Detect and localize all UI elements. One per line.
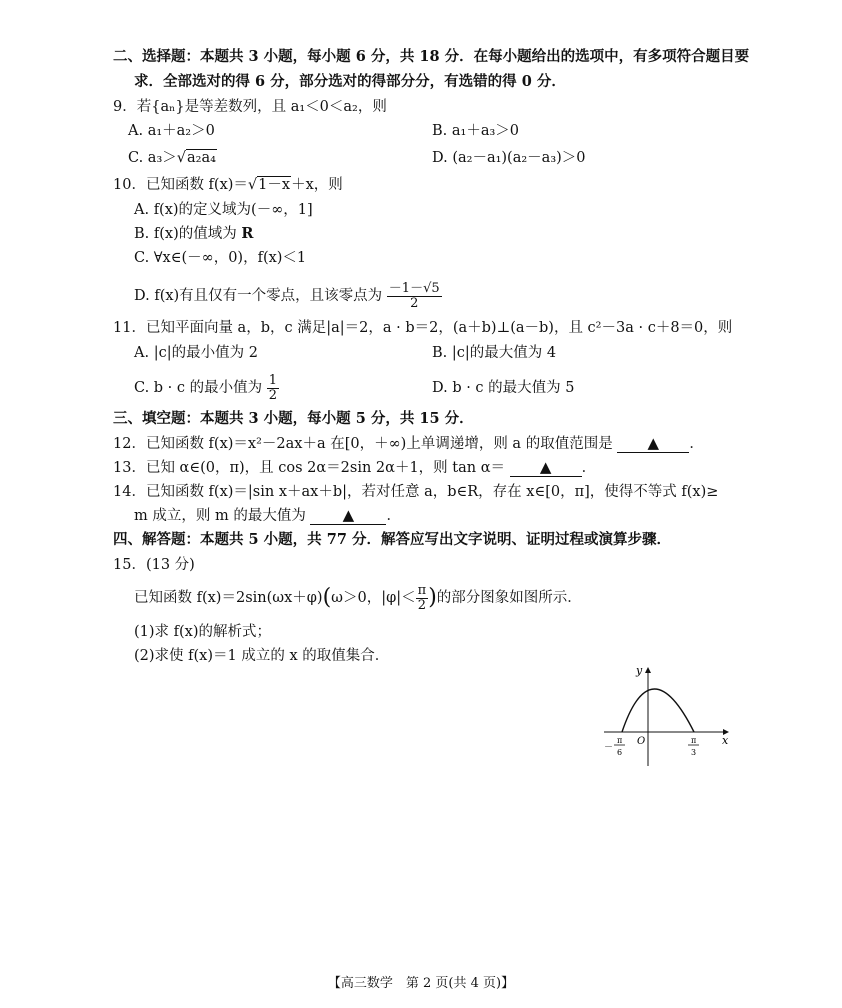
q9-option-a: A. a₁＋a₂＞0 — [128, 123, 215, 139]
q11-option-b: B. |c|的最大值为 4 — [432, 345, 557, 361]
left-tick-sign: － — [604, 743, 614, 753]
q11-option-c-prefix: C. b · c 的最小值为 — [134, 380, 263, 396]
q10-option-a: A. f(x)的定义域为(－∞，1] — [134, 202, 313, 218]
q15-cond-fraction — [416, 584, 429, 613]
q15-stem-suffix: 的部分图象如图所示． — [436, 590, 582, 606]
q10-option-d-prefix: D. f(x)有且仅有一个零点，且该零点为 — [134, 288, 383, 304]
q9-option-c — [128, 148, 217, 168]
q11-stem: 11．已知平面向量 a，b，c 满足|a|＝2，a · b＝2，(a＋b)⊥(a－b)，且 c²－3a · c＋8＝0，则 — [113, 320, 733, 336]
q9-option-c-prefix: C. a₃＞ — [128, 150, 177, 166]
sqrt-sign: √ — [247, 177, 258, 193]
q11-option-d: D. b · c 的最大值为 5 — [432, 380, 575, 396]
q15-stem — [134, 580, 582, 616]
q10-option-b-prefix: B. f(x)的值域为 — [134, 226, 242, 242]
right-tick-denominator: 3 — [691, 748, 697, 757]
fraction-denominator: 2 — [268, 387, 278, 403]
q14-end: ． — [386, 508, 401, 524]
left-tick-numerator: π — [617, 736, 623, 745]
q10-stem-sqrt: 1－x — [258, 177, 291, 193]
fraction-denominator: 2 — [410, 295, 419, 311]
right-paren: ) — [428, 585, 437, 610]
q15-stem-prefix: 已知函数 f(x)＝2sin(ωx＋φ) — [134, 590, 323, 606]
q10-option-c: C. ∀x∈(－∞，0)，f(x)＜1 — [134, 250, 307, 266]
triangle-icon: ▲ — [647, 434, 660, 452]
q9-stem: 9．若{aₙ}是等差数列，且 a₁＜0＜a₂，则 — [113, 99, 387, 115]
q11-option-a: A. |c|的最小值为 2 — [134, 345, 258, 361]
q15-cond-prefix: ω＞0，|φ|＜ — [331, 590, 416, 606]
q13-answer-blank[interactable] — [510, 458, 582, 477]
sine-curve — [622, 689, 694, 732]
fraction-numerator: －1－√5 — [388, 280, 440, 296]
section2-heading: 二、选择题：本题共 3 小题，每小题 6 分，共 18 分．在每小题给出的选项中，有多项符合题目要 — [113, 48, 750, 65]
x-axis-label: x — [722, 734, 729, 747]
q13-end: ． — [581, 460, 597, 476]
q12 — [113, 434, 704, 454]
section2-heading-cont: 求．全部选对的得 6 分，部分选对的得部分分，有选错的得 0 分． — [134, 73, 566, 90]
page-footer: 【高三数学 第 2 页(共 4 页)】 — [327, 976, 515, 991]
q10-option-d-fraction — [387, 282, 442, 311]
q10-stem-prefix: 10．已知函数 f(x)＝ — [113, 177, 248, 193]
q15-part1: (1)求 f(x)的解析式； — [134, 624, 272, 640]
q15-number: 15．(13 分) — [113, 557, 195, 573]
q10-stem-suffix: ＋x，则 — [291, 177, 343, 193]
triangle-icon: ▲ — [539, 458, 552, 476]
q10-stem — [113, 175, 343, 195]
q9-option-b: B. a₁＋a₃＞0 — [432, 123, 520, 139]
q13-text: 13．已知 α∈(0，π)，且 cos 2α＝2sin 2α＋1，则 tan α＝ — [113, 460, 505, 476]
q11-option-c-fraction — [267, 374, 279, 403]
q10-option-b-bold: R — [241, 225, 254, 242]
q10-option-b — [134, 224, 253, 244]
q14-text: 14．已知函数 f(x)＝|sin x＋ax＋b|，若对任意 a，b∈R，存在 x∈[0，π]，使得不等式 f(x)≥ — [113, 484, 719, 500]
q13 — [113, 458, 596, 478]
sqrt-sign: √ — [176, 150, 187, 166]
y-axis-label: y — [636, 664, 643, 677]
left-tick-denominator: 6 — [617, 748, 623, 757]
fraction-denominator: 2 — [417, 597, 427, 613]
section4-heading: 四、解答题：本题共 5 小题，共 77 分．解答应写出文字说明、证明过程或演算步骤． — [113, 531, 671, 548]
q12-text: 12．已知函数 f(x)＝x²－2ax＋a 在[0，＋∞)上单调递增，则 a 的取值范围是 — [113, 436, 613, 452]
q9-option-c-sqrt: a₂a₄ — [187, 150, 216, 166]
q10-option-d — [134, 278, 442, 314]
q14-answer-blank[interactable] — [310, 506, 386, 525]
q15-part2: (2)求使 f(x)＝1 成立的 x 的取值集合． — [134, 648, 390, 664]
q9-option-d: D. (a₂－a₁)(a₂－a₃)＞0 — [432, 150, 586, 166]
fraction-numerator: π — [417, 582, 427, 598]
origin-label: O — [637, 736, 646, 747]
left-paren: ( — [322, 585, 332, 610]
q14-text2: m 成立，则 m 的最大值为 — [134, 508, 306, 524]
function-graph — [600, 662, 740, 767]
triangle-icon: ▲ — [342, 506, 355, 524]
q11-option-c — [134, 370, 279, 406]
right-tick-numerator: π — [691, 736, 697, 745]
q12-answer-blank[interactable] — [617, 434, 689, 453]
fraction-numerator: 1 — [268, 372, 278, 388]
q14-line2 — [134, 506, 401, 526]
q12-end: ． — [689, 436, 704, 452]
section3-heading: 三、填空题：本题共 3 小题，每小题 5 分，共 15 分． — [113, 410, 474, 427]
